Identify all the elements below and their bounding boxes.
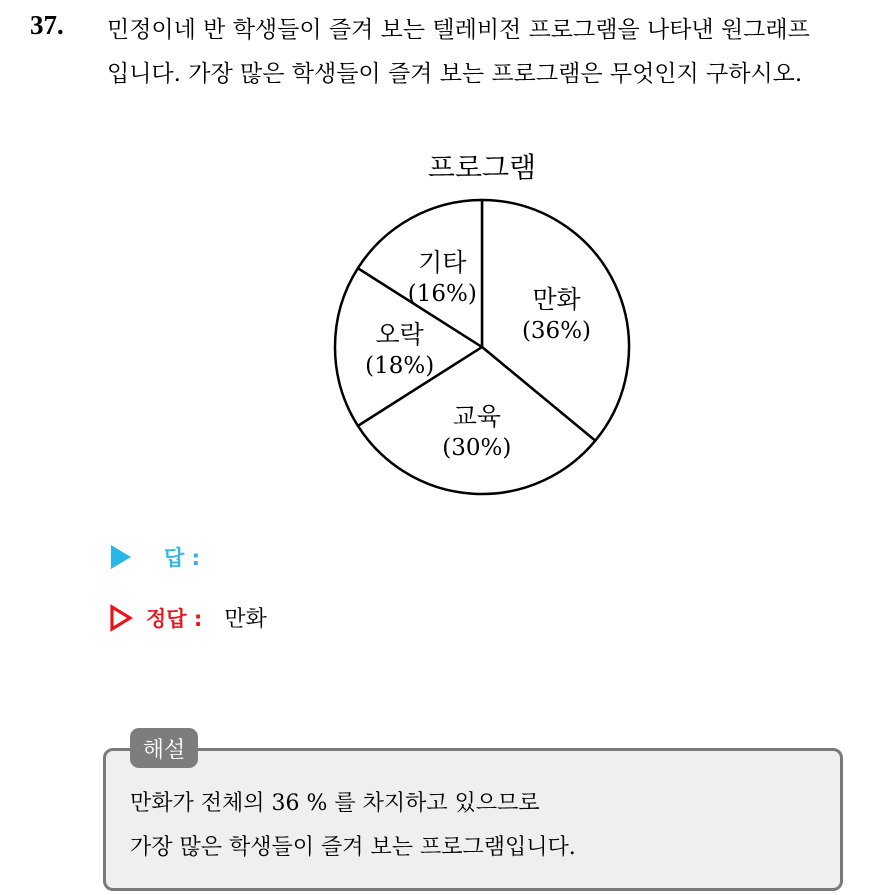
explanation-line-1: 만화가 전체의 36 % 를 차지하고 있으므로 (130, 791, 540, 816)
explanation-line-2: 가장 많은 학생들이 즐겨 보는 프로그램입니다. (130, 835, 576, 860)
pie-value-label-3: (16%) (407, 280, 477, 307)
explanation-tab: 해설 (130, 728, 198, 768)
play-triangle-icon (108, 542, 134, 572)
chart-title: 프로그램 (427, 151, 537, 184)
pie-label-3: 기타 (418, 247, 467, 277)
question-line-1: 민정이네 반 학생들이 즐겨 보는 텔레비전 프로그램을 나타낸 원그래프 (107, 17, 810, 43)
pie-label-1: 교육 (452, 402, 501, 432)
question-number: 37. (30, 10, 64, 40)
question-line-2: 입니다. 가장 많은 학생들이 즐겨 보는 프로그램은 무엇인지 구하시오. (107, 61, 803, 87)
pie-label-0: 만화 (532, 284, 581, 314)
pie-value-label-0: (36%) (521, 317, 592, 344)
question-text (107, 8, 877, 96)
correct-answer-row (108, 602, 267, 633)
pie-label-2: 오락 (375, 320, 424, 349)
pie-chart (320, 145, 640, 500)
answer-row (108, 542, 222, 572)
outline-triangle-icon (108, 603, 134, 633)
explanation-text (130, 782, 576, 870)
correct-answer-label: 정답 : (146, 606, 203, 631)
answer-label: 답 : (164, 546, 200, 570)
pie-value-label-1: (30%) (442, 435, 512, 462)
pie-value-label-2: (18%) (365, 353, 435, 379)
correct-answer-value: 만화 (224, 607, 267, 632)
